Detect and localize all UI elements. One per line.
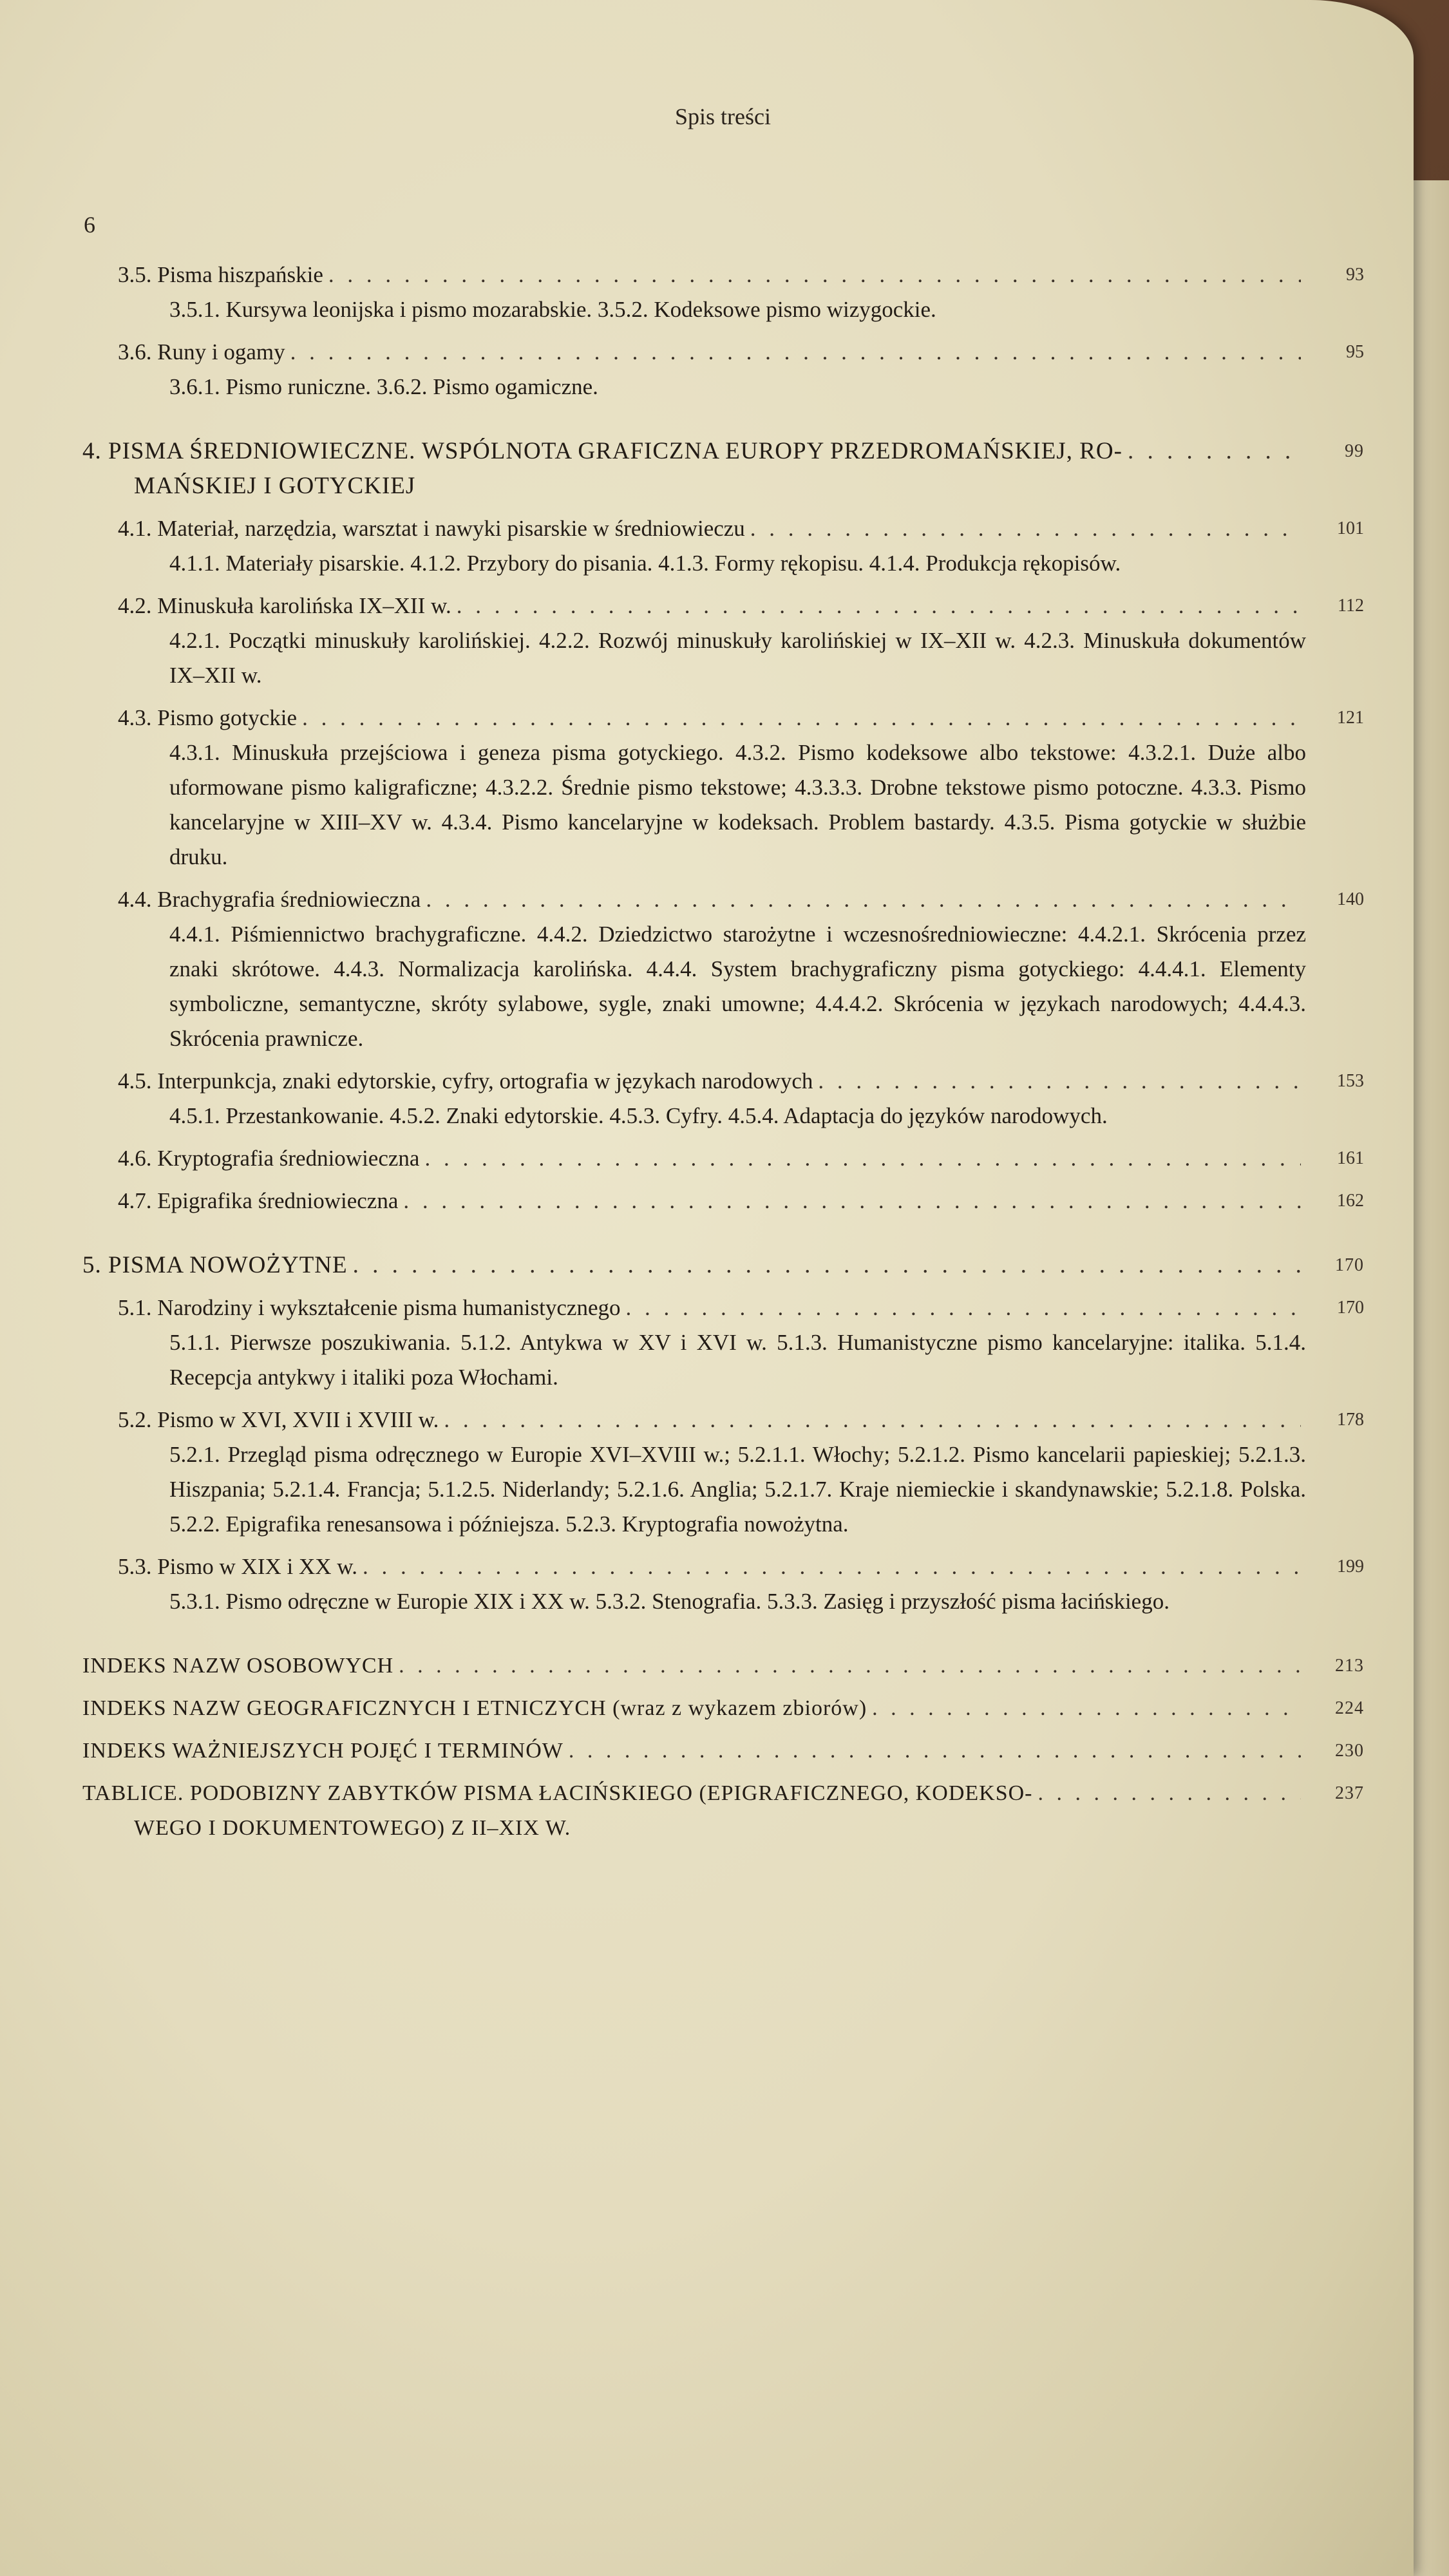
toc-entry-title: Materiał, narzędzia, warsztat i nawyki pisarskie w średniowieczu	[157, 516, 745, 541]
toc-entry-row	[118, 1141, 1364, 1176]
toc-entry-row	[118, 701, 1364, 735]
toc-entry-title: INDEKS NAZW OSOBOWYCH	[82, 1654, 394, 1678]
toc-entry-number: 5.1.	[118, 1295, 152, 1320]
toc-subsections: 4.1.1. Materiały pisarskie. 4.1.2. Przybory do pisania. 4.1.3. Formy rękopisu. 4.1.4. Produkcja rękopisów.	[169, 551, 1121, 576]
toc-index-entry	[82, 1776, 1364, 1846]
toc-entry-number: 3.5.	[118, 262, 152, 287]
toc-entry-number: 3.6.	[118, 339, 152, 365]
dot-leader	[872, 1691, 1301, 1726]
toc-subsections: 4.4.1. Piśmiennictwo brachygraficzne. 4.4.2. Dziedzictwo starożytne i wczesnośredniowieczne: 4.4.2.1. Skrócenia przez znaki skrótowe. 4.4.3. Normalizacja karolińska. 4.4.4. System brachygraficzny pisma gotyckiego: 4.4.4.1. Elementy symboliczne, semantyczne, skróty sylabowe, sygle, znaki umowne; 4.4.4.2. Skrócenia w językach narodowych; 4.4.4.3. Skrócenia prawnicze.	[169, 922, 1306, 1051]
toc-entry-number: 4.1.	[118, 516, 152, 541]
dot-leader	[424, 1141, 1301, 1176]
section-gap	[82, 1627, 1364, 1649]
dot-leader	[569, 1734, 1301, 1768]
toc-entry-title: Pismo gotyckie	[157, 705, 298, 730]
dot-leader	[302, 701, 1301, 735]
dot-leader	[399, 1649, 1301, 1683]
toc-entry-spacer	[152, 1549, 158, 1584]
toc-entry-title: Runy i ogamy	[157, 339, 285, 365]
toc-entry-row	[82, 1649, 1364, 1683]
toc-entry-row	[82, 1734, 1364, 1768]
page-number: 6	[84, 212, 95, 238]
toc-entry-title: INDEKS NAZW GEOGRAFICZNYCH I ETNICZYCH (wraz z wykazem zbiorów)	[82, 1696, 867, 1720]
toc-entry-row	[118, 1403, 1364, 1437]
toc-entry-spacer	[152, 335, 158, 370]
toc-entry-number: 5.2.	[118, 1407, 152, 1432]
toc-entry-spacer	[152, 1184, 158, 1218]
toc-chapter	[82, 1248, 1364, 1283]
dot-leader	[328, 258, 1301, 292]
toc-entry-page: 199	[1337, 1557, 1364, 1577]
toc-entry-number: 4.4.	[118, 887, 152, 912]
toc-entry-page: 224	[1335, 1698, 1364, 1718]
toc-section	[82, 1141, 1364, 1176]
toc-subsections: 3.5.1. Kursywa leonijska i pismo mozarabskie. 3.5.2. Kodeksowe pismo wizygockie.	[169, 297, 936, 322]
toc-entry-spacer	[152, 701, 158, 735]
toc-section	[82, 1549, 1364, 1619]
toc-subsections: 5.1.1. Pierwsze poszukiwania. 5.1.2. Antykwa w XV i XVI w. 5.1.3. Humanistyczne pismo kancelaryjne: italika. 5.1.4. Recepcja antykwy i italiki poza Włochami.	[169, 1330, 1306, 1390]
toc-entry-title: INDEKS WAŻNIEJSZYCH POJĘĆ I TERMINÓW	[82, 1739, 564, 1763]
toc-entry-row	[118, 1549, 1364, 1584]
toc-entry-page: 99	[1345, 441, 1364, 461]
toc-entry-page: 161	[1337, 1148, 1364, 1168]
running-header: Spis treści	[675, 104, 771, 129]
toc-entry-row	[118, 1064, 1364, 1099]
toc-entry-row	[118, 258, 1364, 292]
toc-entry-page: 140	[1337, 889, 1364, 909]
toc-entry-row	[118, 882, 1364, 917]
toc-entry-title: Interpunkcja, znaki edytorskie, cyfry, ortografia w językach narodowych	[157, 1068, 813, 1094]
toc-entry-number: 5.	[82, 1252, 102, 1278]
toc-entry-row	[118, 335, 1364, 370]
dot-leader	[818, 1064, 1301, 1099]
toc-subsections: 4.5.1. Przestankowanie. 4.5.2. Znaki edytorskie. 4.5.3. Cyfry. 4.5.4. Adaptacja do języków narodowych.	[169, 1103, 1108, 1128]
toc-section	[82, 701, 1364, 875]
dot-leader	[750, 511, 1301, 546]
toc-section	[82, 1184, 1364, 1218]
toc-entry-continuation: WEGO I DOKUMENTOWEGO) Z II–XIX W.	[134, 1816, 571, 1840]
table-of-contents	[82, 258, 1364, 1853]
toc-entry-title: Pismo w XVI, XVII i XVIII w.	[157, 1407, 439, 1432]
dot-leader	[1128, 434, 1301, 469]
toc-section	[82, 1403, 1364, 1542]
toc-entry-page: 162	[1337, 1191, 1364, 1211]
toc-entry-page: 101	[1337, 518, 1364, 538]
toc-index-entry	[82, 1649, 1364, 1683]
toc-entry-spacer	[152, 1141, 158, 1176]
toc-entry-spacer	[152, 589, 158, 623]
toc-section	[82, 258, 1364, 327]
toc-subsections: 4.2.1. Początki minuskuły karolińskiej. 4.2.2. Rozwój minuskuły karolińskiej w IX–XII w. 4.2.3. Minuskuła dokumentów IX–XII w.	[169, 628, 1306, 688]
toc-entry-title: Narodziny i wykształcenie pisma humanistycznego	[157, 1295, 621, 1320]
toc-entry-page: 230	[1335, 1741, 1364, 1761]
toc-entry-spacer	[152, 1064, 158, 1099]
dot-leader	[426, 882, 1301, 917]
toc-subsections: 3.6.1. Pismo runiczne. 3.6.2. Pismo ogamiczne.	[169, 374, 598, 399]
dot-leader	[457, 589, 1301, 623]
toc-entry-page: 93	[1346, 265, 1364, 285]
dot-leader	[625, 1291, 1301, 1325]
toc-entry-spacer	[152, 511, 158, 546]
dot-leader	[1037, 1776, 1301, 1811]
toc-subsections: 5.3.1. Pismo odręczne w Europie XIX i XX w. 5.3.2. Stenografia. 5.3.3. Zasięg i przyszłość pisma łacińskiego.	[169, 1589, 1170, 1614]
toc-entry-number: 4.7.	[118, 1188, 152, 1213]
toc-chapter	[82, 434, 1364, 504]
dot-leader	[403, 1184, 1301, 1218]
toc-entry-page: 170	[1335, 1255, 1364, 1275]
toc-entry-row	[118, 511, 1364, 546]
toc-entry-title: TABLICE. PODOBIZNY ZABYTKÓW PISMA ŁACIŃSKIEGO (EPIGRAFICZNEGO, KODEKSO-	[82, 1781, 1033, 1805]
toc-section	[82, 335, 1364, 404]
dot-leader	[444, 1403, 1301, 1437]
toc-entry-title: PISMA ŚREDNIOWIECZNE. WSPÓLNOTA GRAFICZNA EUROPY PRZEDROMAŃSKIEJ, RO-	[108, 438, 1122, 464]
toc-entry-title: PISMA NOWOŻYTNE	[108, 1252, 348, 1278]
toc-entry-number: 4.6.	[118, 1146, 152, 1171]
toc-section	[82, 511, 1364, 581]
toc-entry-number: 4.	[82, 438, 102, 464]
dot-leader	[363, 1549, 1301, 1584]
toc-entry-spacer	[152, 258, 158, 292]
toc-entry-continuation: MAŃSKIEJ I GOTYCKIEJ	[134, 473, 416, 499]
toc-entry-number: 5.3.	[118, 1554, 152, 1579]
toc-entry-number: 4.3.	[118, 705, 152, 730]
toc-entry-spacer	[152, 882, 158, 917]
toc-entry-title: Pismo w XIX i XX w.	[157, 1554, 358, 1579]
toc-entry-page: 237	[1335, 1783, 1364, 1803]
toc-entry-page: 213	[1335, 1656, 1364, 1676]
toc-entry-title: Minuskuła karolińska IX–XII w.	[157, 593, 451, 618]
toc-entry-row	[118, 1184, 1364, 1218]
toc-entry-page: 112	[1338, 596, 1364, 616]
toc-entry-title: Brachygrafia średniowieczna	[157, 887, 421, 912]
toc-entry-title: Epigrafika średniowieczna	[157, 1188, 399, 1213]
toc-section	[82, 589, 1364, 693]
toc-entry-spacer	[102, 1248, 108, 1283]
toc-entry-spacer	[152, 1403, 158, 1437]
dot-leader	[353, 1248, 1301, 1283]
toc-index-entry	[82, 1734, 1364, 1768]
dot-leader	[290, 335, 1301, 370]
toc-entry-number: 4.5.	[118, 1068, 152, 1094]
toc-section	[82, 1291, 1364, 1395]
toc-entry-title: Kryptografia średniowieczna	[157, 1146, 420, 1171]
toc-section	[82, 1064, 1364, 1133]
toc-entry-row	[82, 434, 1364, 469]
toc-entry-title: Pisma hiszpańskie	[157, 262, 323, 287]
toc-entry-row	[118, 1291, 1364, 1325]
toc-entry-row	[82, 1776, 1364, 1811]
toc-entry-page: 178	[1337, 1410, 1364, 1430]
toc-entry-number: 4.2.	[118, 593, 152, 618]
toc-entry-page: 170	[1337, 1298, 1364, 1318]
toc-subsections: 5.2.1. Przegląd pisma odręcznego w Europie XVI–XVIII w.; 5.2.1.1. Włochy; 5.2.1.2. Pismo kancelarii papieskiej; 5.2.1.3. Hiszpania; 5.2.1.4. Francja; 5.1.2.5. Niderlandy; 5.2.1.6. Anglia; 5.2.1.7. Kraje niemieckie i skandynawskie; 5.2.1.8. Polska. 5.2.2. Epigrafika renesansowa i późniejsza. 5.2.3. Kryptografia nowożytna.	[169, 1442, 1306, 1537]
toc-index-entry	[82, 1691, 1364, 1726]
section-gap	[82, 1226, 1364, 1248]
toc-entry-spacer	[102, 434, 108, 469]
toc-entry-page: 153	[1337, 1071, 1364, 1091]
toc-section	[82, 882, 1364, 1056]
section-gap	[82, 412, 1364, 434]
toc-subsections: 4.3.1. Minuskuła przejściowa i geneza pisma gotyckiego. 4.3.2. Pismo kodeksowe albo tekstowe: 4.3.2.1. Duże albo uformowane pismo kaligraficzne; 4.3.2.2. Średnie pismo tekstowe; 4.3.3.3. Drobne tekstowe pismo potoczne. 4.3.3. Pismo kancelaryjne w XIII–XV w. 4.3.4. Pismo kancelaryjne w kodeksach. Problem bastardy. 4.3.5. Pisma gotyckie w służbie druku.	[169, 740, 1306, 869]
toc-entry-page: 95	[1346, 342, 1364, 362]
toc-entry-row	[82, 1248, 1364, 1283]
toc-entry-page: 121	[1337, 708, 1364, 728]
toc-entry-spacer	[152, 1291, 158, 1325]
toc-entry-row	[118, 589, 1364, 623]
toc-entry-row	[82, 1691, 1364, 1726]
